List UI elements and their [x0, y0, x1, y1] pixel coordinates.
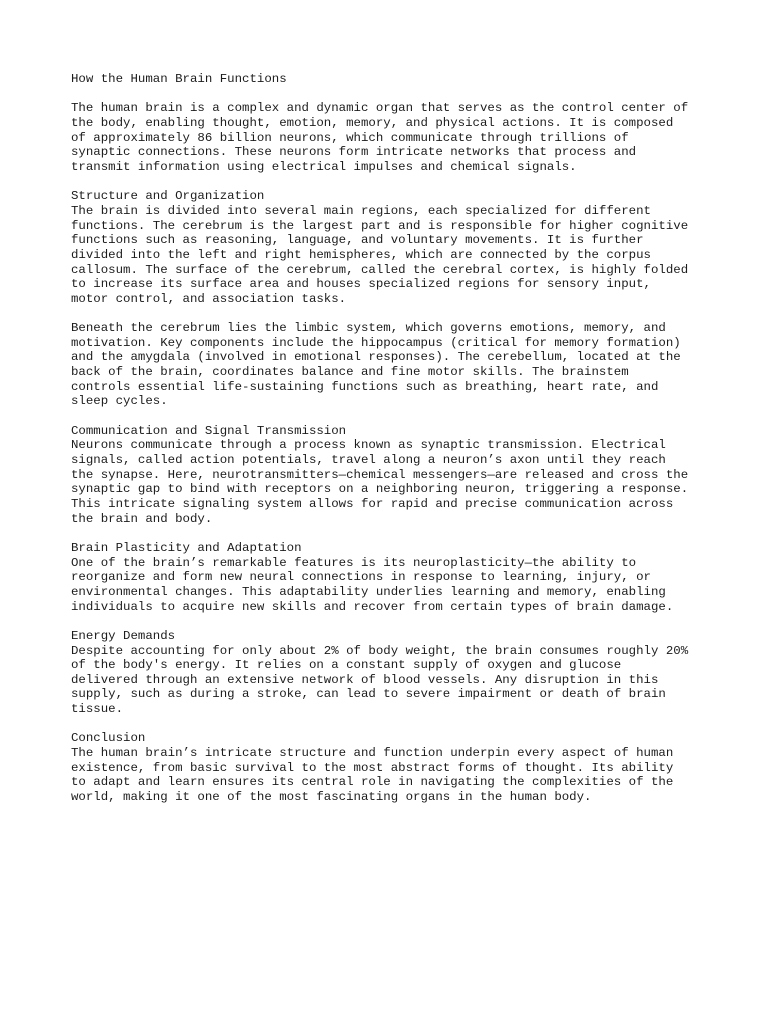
paragraph-line: reorganize and form new neural connections in response to learning, injury, or	[71, 570, 651, 585]
section-paragraph	[71, 644, 711, 717]
paragraph-line: controls essential life-sustaining functions such as breathing, heart rate, and	[71, 379, 659, 394]
paragraph-line: synaptic gap to bind with receptors on a neighboring neuron, triggering a response.	[71, 482, 689, 497]
paragraph-line: The brain is divided into several main regions, each specialized for different	[71, 203, 651, 218]
paragraph-line: The human brain is a complex and dynamic organ that serves as the control center of	[71, 101, 689, 116]
paragraph-line: the body, enabling thought, emotion, memory, and physical actions. It is composed	[71, 115, 674, 130]
document-section	[71, 731, 711, 804]
document-section	[71, 424, 711, 527]
paragraph-line: environmental changes. This adaptability underlies learning and memory, enabling	[71, 584, 666, 599]
paragraph-line: Neurons communicate through a process known as synaptic transmission. Electrical	[71, 438, 666, 453]
document-sections	[71, 101, 711, 804]
document-section	[71, 101, 711, 174]
paragraph-line: functions such as reasoning, language, and voluntary movements. It is further	[71, 233, 644, 248]
paragraph-line: back of the brain, coordinates balance and fine motor skills. The brainstem	[71, 365, 629, 380]
paragraph-line: world, making it one of the most fascinating organs in the human body.	[71, 790, 592, 805]
paragraph-line: of the body's energy. It relies on a constant supply of oxygen and glucose	[71, 658, 622, 673]
section-heading: Structure and Organization	[71, 189, 265, 204]
section-paragraph	[71, 101, 711, 174]
paragraph-line: One of the brain’s remarkable features is its neuroplasticity—the ability to	[71, 555, 637, 570]
paragraph-line: to increase its surface area and houses specialized regions for sensory input,	[71, 277, 651, 292]
paragraph-line: to adapt and learn ensures its central role in navigating the complexities of the	[71, 775, 674, 790]
paragraph-line: The human brain’s intricate structure and function underpin every aspect of human	[71, 746, 674, 761]
document-body	[71, 72, 711, 819]
paragraph-line: Beneath the cerebrum lies the limbic system, which governs emotions, memory, and	[71, 321, 666, 336]
paragraph-line: existence, from basic survival to the most abstract forms of thought. Its ability	[71, 760, 674, 775]
section-paragraph	[71, 438, 711, 526]
section-heading: Communication and Signal Transmission	[71, 423, 347, 438]
paragraph-line: delivered through an extensive network of blood vessels. Any disruption in this	[71, 672, 659, 687]
paragraph-line: functions. The cerebrum is the largest part and is responsible for higher cognitive	[71, 218, 689, 233]
document-section	[71, 629, 711, 717]
paragraph-line: the synapse. Here, neurotransmitters—chemical messengers—are released and cross the	[71, 467, 689, 482]
paragraph-line: the brain and body.	[71, 511, 213, 526]
paragraph-line: Despite accounting for only about 2% of body weight, the brain consumes roughly 20%	[71, 643, 689, 658]
section-heading: Brain Plasticity and Adaptation	[71, 540, 302, 555]
document-section	[71, 321, 711, 409]
paragraph-line: and the amygdala (involved in emotional responses). The cerebellum, located at the	[71, 350, 681, 365]
section-paragraph	[71, 204, 711, 307]
section-paragraph	[71, 746, 711, 805]
paragraph-line: callosum. The surface of the cerebrum, called the cerebral cortex, is highly folded	[71, 262, 689, 277]
document-title: How the Human Brain Functions	[71, 72, 287, 86]
paragraph-line: synaptic connections. These neurons form intricate networks that process and	[71, 145, 637, 160]
paragraph-line: individuals to acquire new skills and recover from certain types of brain damage.	[71, 599, 674, 614]
section-paragraph	[71, 321, 711, 409]
paragraph-line: signals, called action potentials, travel along a neuron’s axon until they reach	[71, 453, 666, 467]
document-section	[71, 541, 711, 614]
paragraph-line: This intricate signaling system allows for rapid and precise communication across	[71, 496, 674, 511]
paragraph-line: supply, such as during a stroke, can lead to severe impairment or death of brain	[71, 687, 666, 702]
paragraph-line: divided into the left and right hemispheres, which are connected by the corpus	[71, 247, 651, 262]
paragraph-line: tissue.	[71, 702, 124, 717]
paragraph-line: sleep cycles.	[71, 394, 168, 409]
paragraph-line: transmit information using electrical impulses and chemical signals.	[71, 159, 577, 174]
section-heading: Energy Demands	[71, 628, 176, 643]
document-section	[71, 189, 711, 306]
paragraph-line: motivation. Key components include the hippocampus (critical for memory formation)	[71, 335, 681, 350]
paragraph-line: of approximately 86 billion neurons, which communicate through trillions of	[71, 130, 629, 145]
section-heading: Conclusion	[71, 731, 146, 746]
paragraph-line: motor control, and association tasks.	[71, 291, 347, 306]
section-paragraph	[71, 556, 711, 615]
